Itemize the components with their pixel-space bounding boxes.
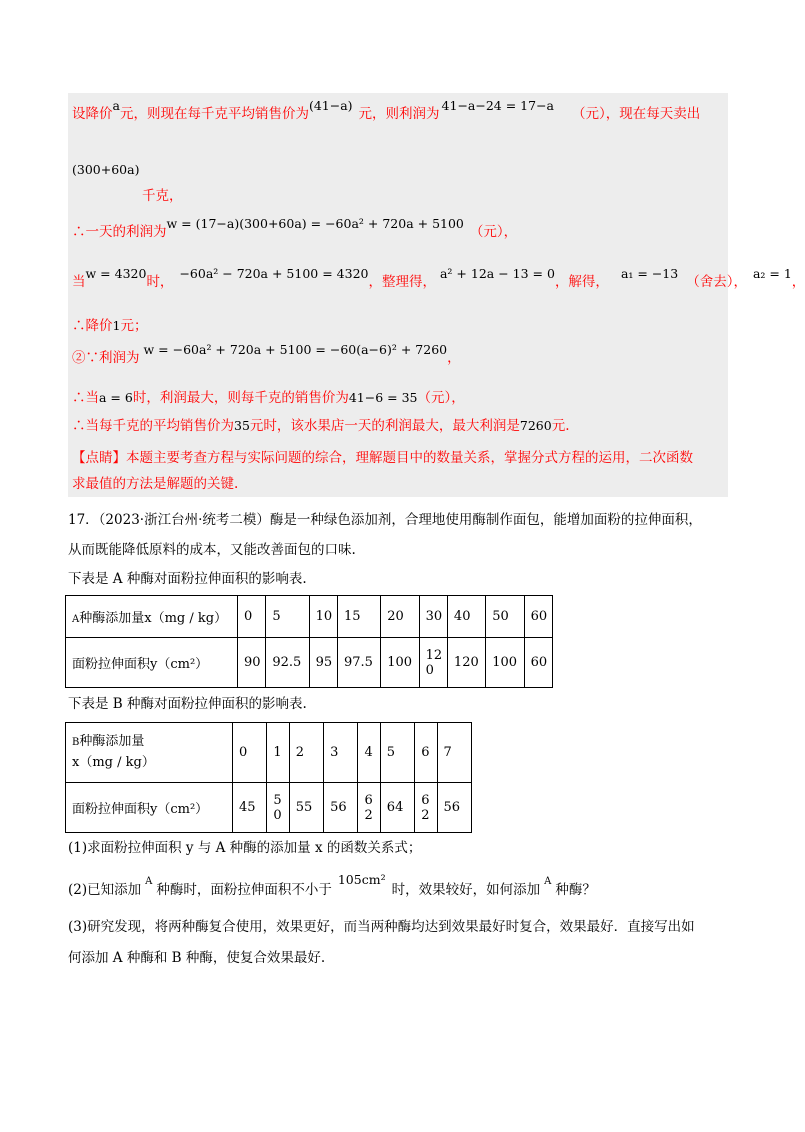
table-a-cell: 50 [486,596,524,638]
table-a-cell: 97.5 [337,638,380,688]
text: A [145,876,153,887]
text: ， [791,274,805,290]
text: （元）， [417,390,465,406]
table-b-dose-label [66,723,233,783]
table-b-cell: 45 [233,783,267,833]
text: 种酶？ [555,882,596,898]
text: 种酶添加量 [79,611,145,626]
table-a-dose-label [66,596,238,638]
table-a-caption: 下表是 A 种酶对面粉拉伸面积的影响表. [68,571,307,587]
math: 41−a−24 = 17−a [441,98,555,113]
problem-text-2: 从而既能降低原料的成本，又能改善面包的口味. [68,542,356,558]
table-b-cell: 55 [289,783,323,833]
table-a-row-area [66,638,553,688]
text: A [72,614,80,625]
table-a-row-dose [66,596,553,638]
table-a-cell: 10 [309,596,337,638]
table-b [65,722,472,833]
text: y（cm²） [150,657,209,672]
text: 5 0 [273,792,282,823]
solution-block [68,93,805,497]
text: 时，效果较好，如何添加 [391,882,541,898]
text: 12 0 [425,647,443,678]
solution-line-5 [72,317,147,335]
math: w = 4320 [85,266,147,281]
solution-line-3 [72,216,518,241]
question-1: (1)求面粉拉伸面积 y 与 A 种酶的添加量 x 的函数关系式； [68,840,422,856]
solution-line-2 [72,162,183,205]
table-b-cell: 64 [380,783,414,833]
solution-line-1 [72,98,701,123]
text: ， [447,350,461,366]
table-a-cell: 5 [266,596,309,638]
table-b-caption: 下表是 B 种酶对面粉拉伸面积的影响表. [68,696,307,712]
math: (300+60a) [72,162,140,177]
text: 6 2 [421,792,430,823]
key-point-line-1: 【点睛】本题主要考查方程与实际问题的综合，理解题目中的数量关系，掌握分式方程的运用，二次函数 [72,450,693,466]
table-a-cell: 60 [524,596,552,638]
math: w = (17−a)(300+60a) = −60a² + 720a + 5100 [166,216,464,231]
math: a² + 12a − 13 = 0 [439,266,555,281]
table-b-area-label [66,783,233,833]
text: 元，则现在每千克平均销售价为 [119,106,309,122]
table-a-cell: 15 [337,596,380,638]
text: B [72,737,80,748]
table-b-cell [358,783,380,833]
text: ∴当每千克的平均销售价为 [72,418,234,434]
table-a-cell: 40 [447,596,485,638]
text: 种酶时，面粉拉伸面积不小于 [156,882,332,898]
table-a-cell: 120 [447,638,485,688]
math: (41−a) [308,98,353,113]
solution-line-4 [72,266,805,291]
question-3-line-1: (3)研究发现，将两种酶复合使用，效果更好，而当两种酶均达到效果最好时复合，效果最好．直接写出如 [68,919,695,935]
table-b-cell: 3 [324,723,358,783]
table-a-cell: 0 [238,596,266,638]
text: A [544,876,552,887]
text: ∴当 [72,390,99,406]
math: 35 [234,418,250,433]
question-2 [68,872,596,902]
table-a-area-label [66,638,238,688]
math: 41−6 = 35 [348,390,418,405]
solution-line-6 [72,342,461,367]
text: (2)已知添加 [68,882,142,898]
text: ∴降价 [72,318,113,334]
text: （舍去）， [686,274,747,290]
text: 千克， [142,188,183,204]
text: x（mg / kg） [144,611,228,626]
table-a-cell: 60 [524,638,552,688]
table-b-cell: 56 [437,783,472,833]
math: a₁ = −13 [620,266,679,281]
math: −60a² − 720a + 5100 = 4320 [179,266,369,281]
table-a-cell: 30 [419,596,447,638]
problem-text-1: 17．（2023·浙江台州·统考二模）酶是一种绿色添加剂，合理地使用酶制作面包，能增加面粉的拉伸面积， [68,512,702,528]
text: ，解得， [554,274,609,290]
text: 元. [551,418,570,434]
text: 种酶添加量 [79,734,145,749]
table-a-cell: 92.5 [266,638,309,688]
table-b-cell [267,783,289,833]
text: y（cm²） [150,802,209,817]
table-b-cell: 4 [358,723,380,783]
table-b-cell: 5 [380,723,414,783]
text: ，整理得， [368,274,436,290]
text: ∴一天的利润为 [72,224,167,240]
text: （元），现在每天卖出 [572,106,701,122]
table-b-cell: 0 [233,723,267,783]
math: a = 6 [99,390,133,405]
math: w = −60a² + 720a + 5100 = −60(a−6)² + 7260 [143,342,448,357]
math: a [112,98,120,113]
math: 1 [112,318,121,333]
text: 元时，该水果店一天的利润最大，最大利润是 [249,418,520,434]
text: 时，利润最大，则每千克的销售价为 [132,390,349,406]
table-b-cell [415,783,437,833]
table-a-cell: 95 [309,638,337,688]
table-b-row-dose [66,723,472,783]
question-3-line-2: 何添加 A 种酶和 B 种酶，使复合效果最好. [68,950,326,966]
text: 元； [120,318,148,334]
text: 当 [72,274,86,290]
table-a-cell [419,638,447,688]
table-b-cell: 1 [267,723,289,783]
table-a-cell: 100 [381,638,419,688]
text: 面粉拉伸面积 [72,802,151,817]
table-b-cell: 2 [289,723,323,783]
solution-line-8 [72,417,570,435]
table-b-cell: 56 [324,783,358,833]
text: 元，则利润为 [358,106,440,122]
table-b-row-area [66,783,472,833]
table-a [65,595,553,688]
solution-line-7 [72,389,465,407]
table-a-cell: 20 [381,596,419,638]
table-a-cell: 90 [238,638,266,688]
key-point-line-2: 求最值的方法是解题的关键. [72,476,239,492]
text: 面粉拉伸面积 [72,657,151,672]
table-b-cell: 7 [437,723,472,783]
text: ②∵利润为 [72,350,140,366]
math: a₂ = 1 [752,266,792,281]
table-b-cell: 6 [415,723,437,783]
text: x（mg / kg） [72,755,155,770]
text: 设降价 [72,106,113,122]
table-a-cell: 100 [486,638,524,688]
math: 7260 [519,418,552,433]
text: （元）， [469,224,518,240]
text: 时， [146,274,174,290]
text: 105cm² [337,872,386,887]
text: 6 2 [364,792,373,823]
